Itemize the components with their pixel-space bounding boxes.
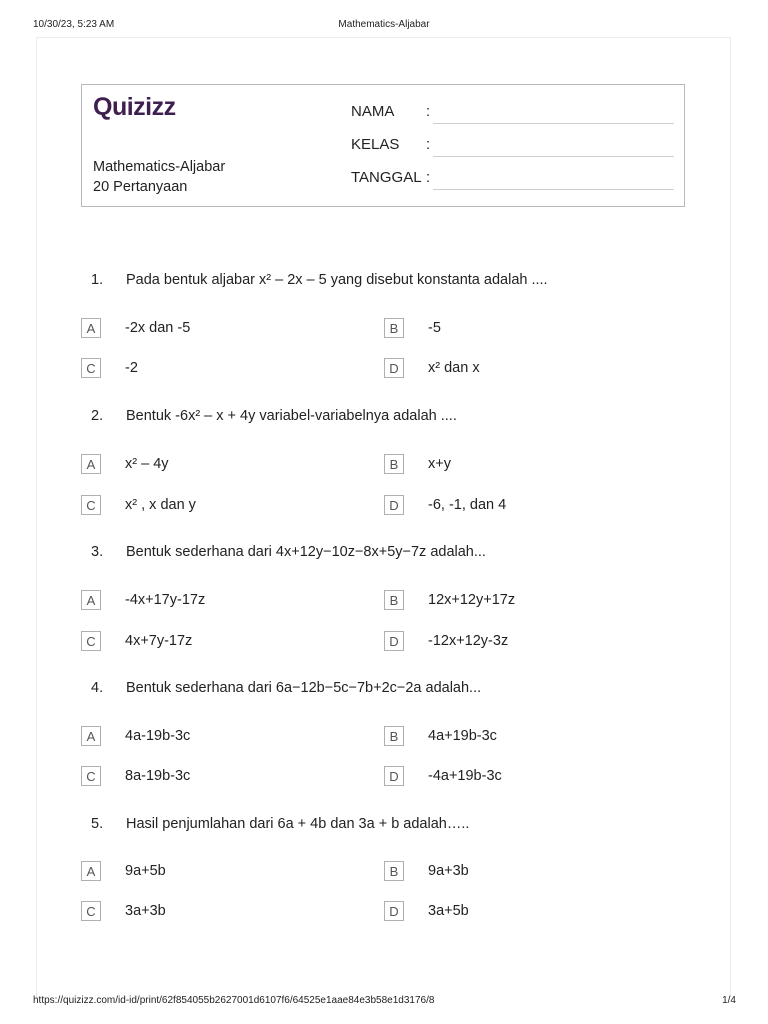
option-d [384, 495, 684, 517]
option-c [81, 495, 381, 517]
option-letter-box: A [81, 590, 101, 610]
date-colon: : [426, 169, 431, 186]
question-text: Hasil penjumlahan dari 6a + 4b dan 3a + b adalah….. [126, 816, 470, 832]
option-letter-box: B [384, 726, 404, 746]
name-label: NAMA [351, 103, 395, 120]
option-text: x² dan x [428, 360, 480, 376]
option-text: -6, -1, dan 4 [428, 497, 507, 513]
option-letter-box: D [384, 358, 404, 378]
print-page-title: Mathematics-Aljabar [338, 19, 430, 30]
option-text: -2 [125, 360, 138, 376]
date-label: TANGGAL [351, 169, 422, 186]
quiz-header-box [81, 84, 685, 207]
question [0, 272, 768, 292]
option-a [81, 861, 381, 883]
option-letter-box: D [384, 901, 404, 921]
option-b [384, 726, 684, 748]
question-text: Pada bentuk aljabar x² – 2x – 5 yang disebut konstanta adalah .... [126, 272, 548, 288]
question-number: 3. [91, 544, 104, 560]
question [0, 544, 768, 564]
option-text: 4a+19b-3c [428, 728, 497, 744]
option-text: 4a-19b-3c [125, 728, 191, 744]
option-letter-box: A [81, 454, 101, 474]
print-url[interactable]: https://quizizz.com/id-id/print/62f854055b2627001d6107f6/64525e1aae84e3b58e1d3176/8 [33, 995, 435, 1006]
option-letter-box: C [81, 358, 101, 378]
option-letter-box: C [81, 766, 101, 786]
option-c [81, 358, 381, 380]
option-a [81, 590, 381, 612]
quizizz-logo: Quizizz [93, 93, 176, 121]
class-colon: : [426, 136, 431, 153]
name-colon: : [426, 103, 431, 120]
question-text: Bentuk sederhana dari 6a−12b−5c−7b+2c−2a adalah... [126, 680, 482, 696]
date-field [351, 169, 674, 193]
option-c [81, 766, 381, 788]
class-field [351, 136, 674, 160]
option-a [81, 454, 381, 476]
class-label: KELAS [351, 136, 400, 153]
option-text: x+y [428, 456, 451, 472]
question-count: 20 Pertanyaan [93, 179, 188, 195]
option-text: 9a+5b [125, 863, 166, 879]
option-b [384, 318, 684, 340]
option-text: 3a+5b [428, 903, 469, 919]
option-d [384, 631, 684, 653]
question-number: 5. [91, 816, 104, 832]
option-text: 9a+3b [428, 863, 469, 879]
option-d [384, 901, 684, 923]
date-line [433, 189, 674, 190]
option-b [384, 590, 684, 612]
option-letter-box: D [384, 495, 404, 515]
option-letter-box: D [384, 766, 404, 786]
option-letter-box: A [81, 726, 101, 746]
option-letter-box: B [384, 861, 404, 881]
option-letter-box: C [81, 901, 101, 921]
name-field [351, 103, 674, 127]
option-text: 8a-19b-3c [125, 768, 191, 784]
option-letter-box: B [384, 318, 404, 338]
question-number: 4. [91, 680, 104, 696]
option-letter-box: B [384, 454, 404, 474]
option-letter-box: A [81, 861, 101, 881]
option-letter-box: A [81, 318, 101, 338]
option-a [81, 318, 381, 340]
option-text: 3a+3b [125, 903, 166, 919]
question [0, 408, 768, 428]
option-text: -4x+17y-17z [125, 592, 206, 608]
option-a [81, 726, 381, 748]
quiz-name: Mathematics-Aljabar [93, 159, 226, 175]
option-letter-box: D [384, 631, 404, 651]
option-text: -2x dan -5 [125, 320, 191, 336]
option-text: 4x+7y-17z [125, 633, 193, 649]
option-text: x² , x dan y [125, 497, 196, 513]
class-line [433, 156, 674, 157]
option-text: -12x+12y-3z [428, 633, 509, 649]
question-number: 1. [91, 272, 104, 288]
question-number: 2. [91, 408, 104, 424]
option-text: 12x+12y+17z [428, 592, 516, 608]
option-letter-box: C [81, 495, 101, 515]
name-line [433, 123, 674, 124]
question-text: Bentuk sederhana dari 4x+12y−10z−8x+5y−7z adalah... [126, 544, 486, 560]
question [0, 680, 768, 700]
option-text: -5 [428, 320, 441, 336]
option-b [384, 454, 684, 476]
option-text: -4a+19b-3c [428, 768, 502, 784]
option-letter-box: C [81, 631, 101, 651]
print-datetime: 10/30/23, 5:23 AM [33, 19, 115, 30]
option-text: x² – 4y [125, 456, 169, 472]
option-c [81, 901, 381, 923]
option-d [384, 766, 684, 788]
page-number: 1/4 [722, 995, 736, 1006]
option-d [384, 358, 684, 380]
option-letter-box: B [384, 590, 404, 610]
question [0, 816, 768, 836]
option-b [384, 861, 684, 883]
option-c [81, 631, 381, 653]
question-text: Bentuk -6x² – x + 4y variabel-variabelnya adalah .... [126, 408, 457, 424]
